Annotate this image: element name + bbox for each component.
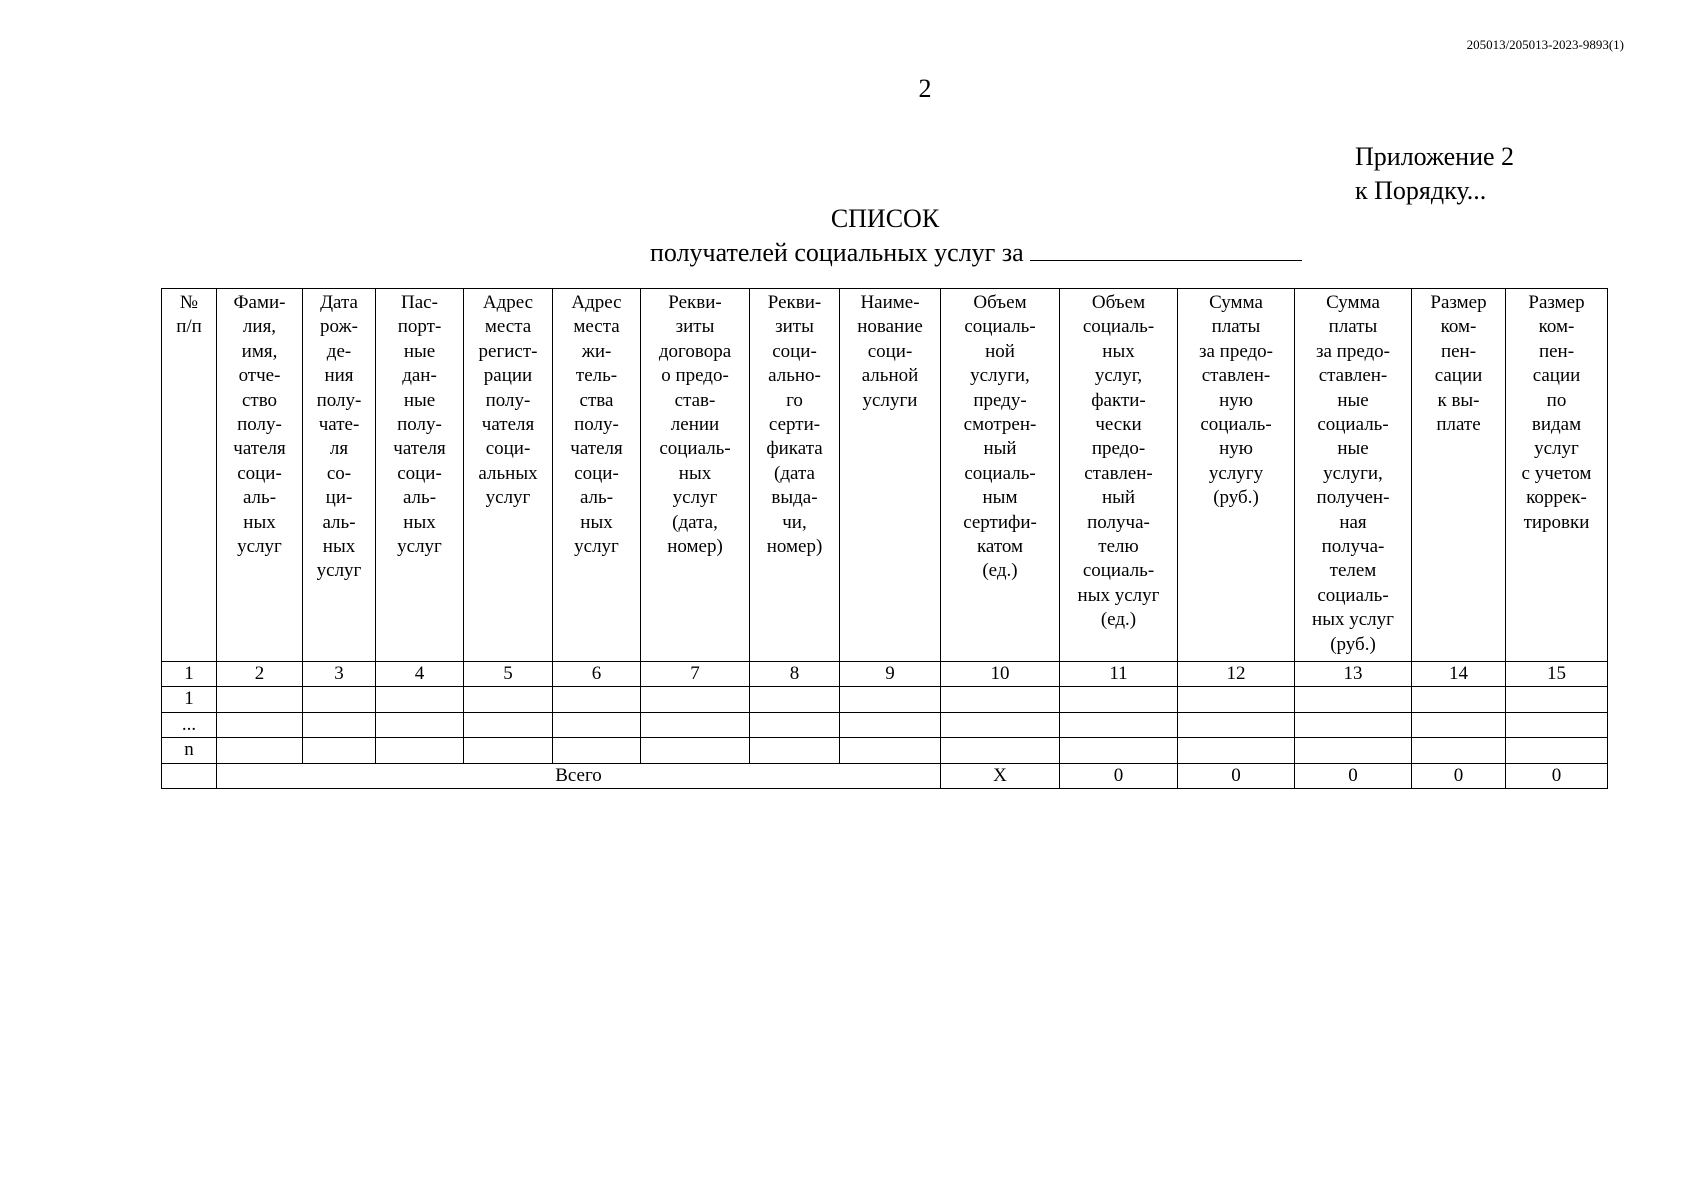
empty-cell (840, 687, 941, 712)
header-cell: Сумма платы за предо- ставлен- ную социаль- ную услугу (руб.) (1178, 289, 1295, 662)
empty-cell (553, 712, 641, 737)
header-cell: Пас- порт- ные дан- ные полу- чателя соци- аль- ных услуг (376, 289, 464, 662)
row-number-cell: 1 (162, 687, 217, 712)
empty-cell (1060, 712, 1178, 737)
row-number-cell: n (162, 738, 217, 763)
empty-cell (941, 687, 1060, 712)
empty-cell (1295, 687, 1412, 712)
empty-cell (1412, 738, 1506, 763)
empty-cell (840, 712, 941, 737)
empty-cell (1060, 687, 1178, 712)
empty-cell (641, 712, 750, 737)
column-number-cell: 14 (1412, 662, 1506, 687)
empty-cell (750, 738, 840, 763)
header-cell: Адрес места жи- тель- ства полу- чателя соци- аль- ных услуг (553, 289, 641, 662)
column-number-row (162, 662, 1608, 687)
header-cell: Размер ком- пен- сации к вы- плате (1412, 289, 1506, 662)
header-cell: Рекви- зиты соци- ально- го серти- фиката (дата выда- чи, номер) (750, 289, 840, 662)
page-number: 2 (918, 74, 932, 103)
column-number-cell: 7 (641, 662, 750, 687)
empty-cell (1060, 738, 1178, 763)
column-number-cell: 13 (1295, 662, 1412, 687)
empty-cell (464, 738, 553, 763)
empty-cell (464, 687, 553, 712)
document-subtitle (650, 238, 1302, 268)
header-row (162, 289, 1608, 662)
appendix-line-1: Приложение 2 (1355, 142, 1515, 171)
header-cell: Фами- лия, имя, отче- ство полу- чателя соци- аль- ных услуг (217, 289, 303, 662)
empty-cell (941, 712, 1060, 737)
column-number-cell: 11 (1060, 662, 1178, 687)
table-row (162, 738, 1608, 763)
empty-cell (1506, 738, 1608, 763)
header-cell: Объем социаль- ной услуги, преду- смотрен- ный социаль- ным сертифи- катом (ед.) (941, 289, 1060, 662)
empty-cell (641, 738, 750, 763)
header-cell: Рекви- зиты договора о предо- став- лении социаль- ных услуг (дата, номер) (641, 289, 750, 662)
empty-cell (303, 712, 376, 737)
column-number-cell: 5 (464, 662, 553, 687)
empty-cell (217, 687, 303, 712)
table-row (162, 687, 1608, 712)
header-cell: Размер ком- пен- сации по видам услуг с учетом коррек- тировки (1506, 289, 1608, 662)
total-value-cell: 0 (1295, 763, 1412, 788)
header-cell: Адрес места регист- рации полу- чателя соци- альных услуг (464, 289, 553, 662)
header-cell: Объем социаль- ных услуг, факти- чески предо- ставлен- ный получа- телю социаль- ных услуг (ед.) (1060, 289, 1178, 662)
total-label: Всего (217, 763, 941, 788)
total-row (162, 763, 1608, 788)
column-number-cell: 9 (840, 662, 941, 687)
column-number-cell: 2 (217, 662, 303, 687)
empty-cell (303, 738, 376, 763)
total-value-cell: 0 (1412, 763, 1506, 788)
appendix-line-2: к Порядку... (1355, 176, 1487, 205)
empty-cell (553, 687, 641, 712)
empty-cell (840, 738, 941, 763)
empty-cell (303, 687, 376, 712)
empty-cell (1412, 712, 1506, 737)
column-number-cell: 10 (941, 662, 1060, 687)
empty-cell (1178, 738, 1295, 763)
empty-cell (217, 712, 303, 737)
total-value-cell: 0 (1060, 763, 1178, 788)
empty-cell (376, 738, 464, 763)
total-value-cell: 0 (1178, 763, 1295, 788)
empty-cell (941, 738, 1060, 763)
total-value-cell: X (941, 763, 1060, 788)
header-cell: Дата рож- де- ния полу- чате- ля со- ци- аль- ных услуг (303, 289, 376, 662)
empty-cell (376, 687, 464, 712)
empty-cell (464, 712, 553, 737)
recipients-table (161, 288, 1608, 789)
empty-cell (750, 687, 840, 712)
empty-cell (1412, 687, 1506, 712)
column-number-cell: 15 (1506, 662, 1608, 687)
empty-cell (1295, 738, 1412, 763)
table-row (162, 712, 1608, 737)
empty-cell (1178, 687, 1295, 712)
period-blank-line (1030, 238, 1302, 261)
document-id: 205013/205013-2023-9893(1) (1466, 37, 1624, 52)
empty-cell (1506, 687, 1608, 712)
empty-cell (162, 763, 217, 788)
header-cell: Сумма платы за предо- ставлен- ные социаль- ные услуги, получен- ная получа- телем социаль- ных услуг (руб.) (1295, 289, 1412, 662)
subtitle-text: получателей социальных услуг за (650, 238, 1024, 267)
empty-cell (217, 738, 303, 763)
empty-cell (1295, 712, 1412, 737)
column-number-cell: 6 (553, 662, 641, 687)
column-number-cell: 12 (1178, 662, 1295, 687)
column-number-cell: 1 (162, 662, 217, 687)
column-number-cell: 8 (750, 662, 840, 687)
appendix-note (1355, 140, 1514, 208)
column-number-cell: 3 (303, 662, 376, 687)
empty-cell (1506, 712, 1608, 737)
empty-cell (376, 712, 464, 737)
empty-cell (641, 687, 750, 712)
empty-cell (553, 738, 641, 763)
empty-cell (1178, 712, 1295, 737)
header-cell: Наиме- нование соци- альной услуги (840, 289, 941, 662)
empty-cell (750, 712, 840, 737)
total-value-cell: 0 (1506, 763, 1608, 788)
row-number-cell: ... (162, 712, 217, 737)
column-number-cell: 4 (376, 662, 464, 687)
document-title: СПИСОК (830, 204, 940, 233)
header-cell: № п/п (162, 289, 217, 662)
